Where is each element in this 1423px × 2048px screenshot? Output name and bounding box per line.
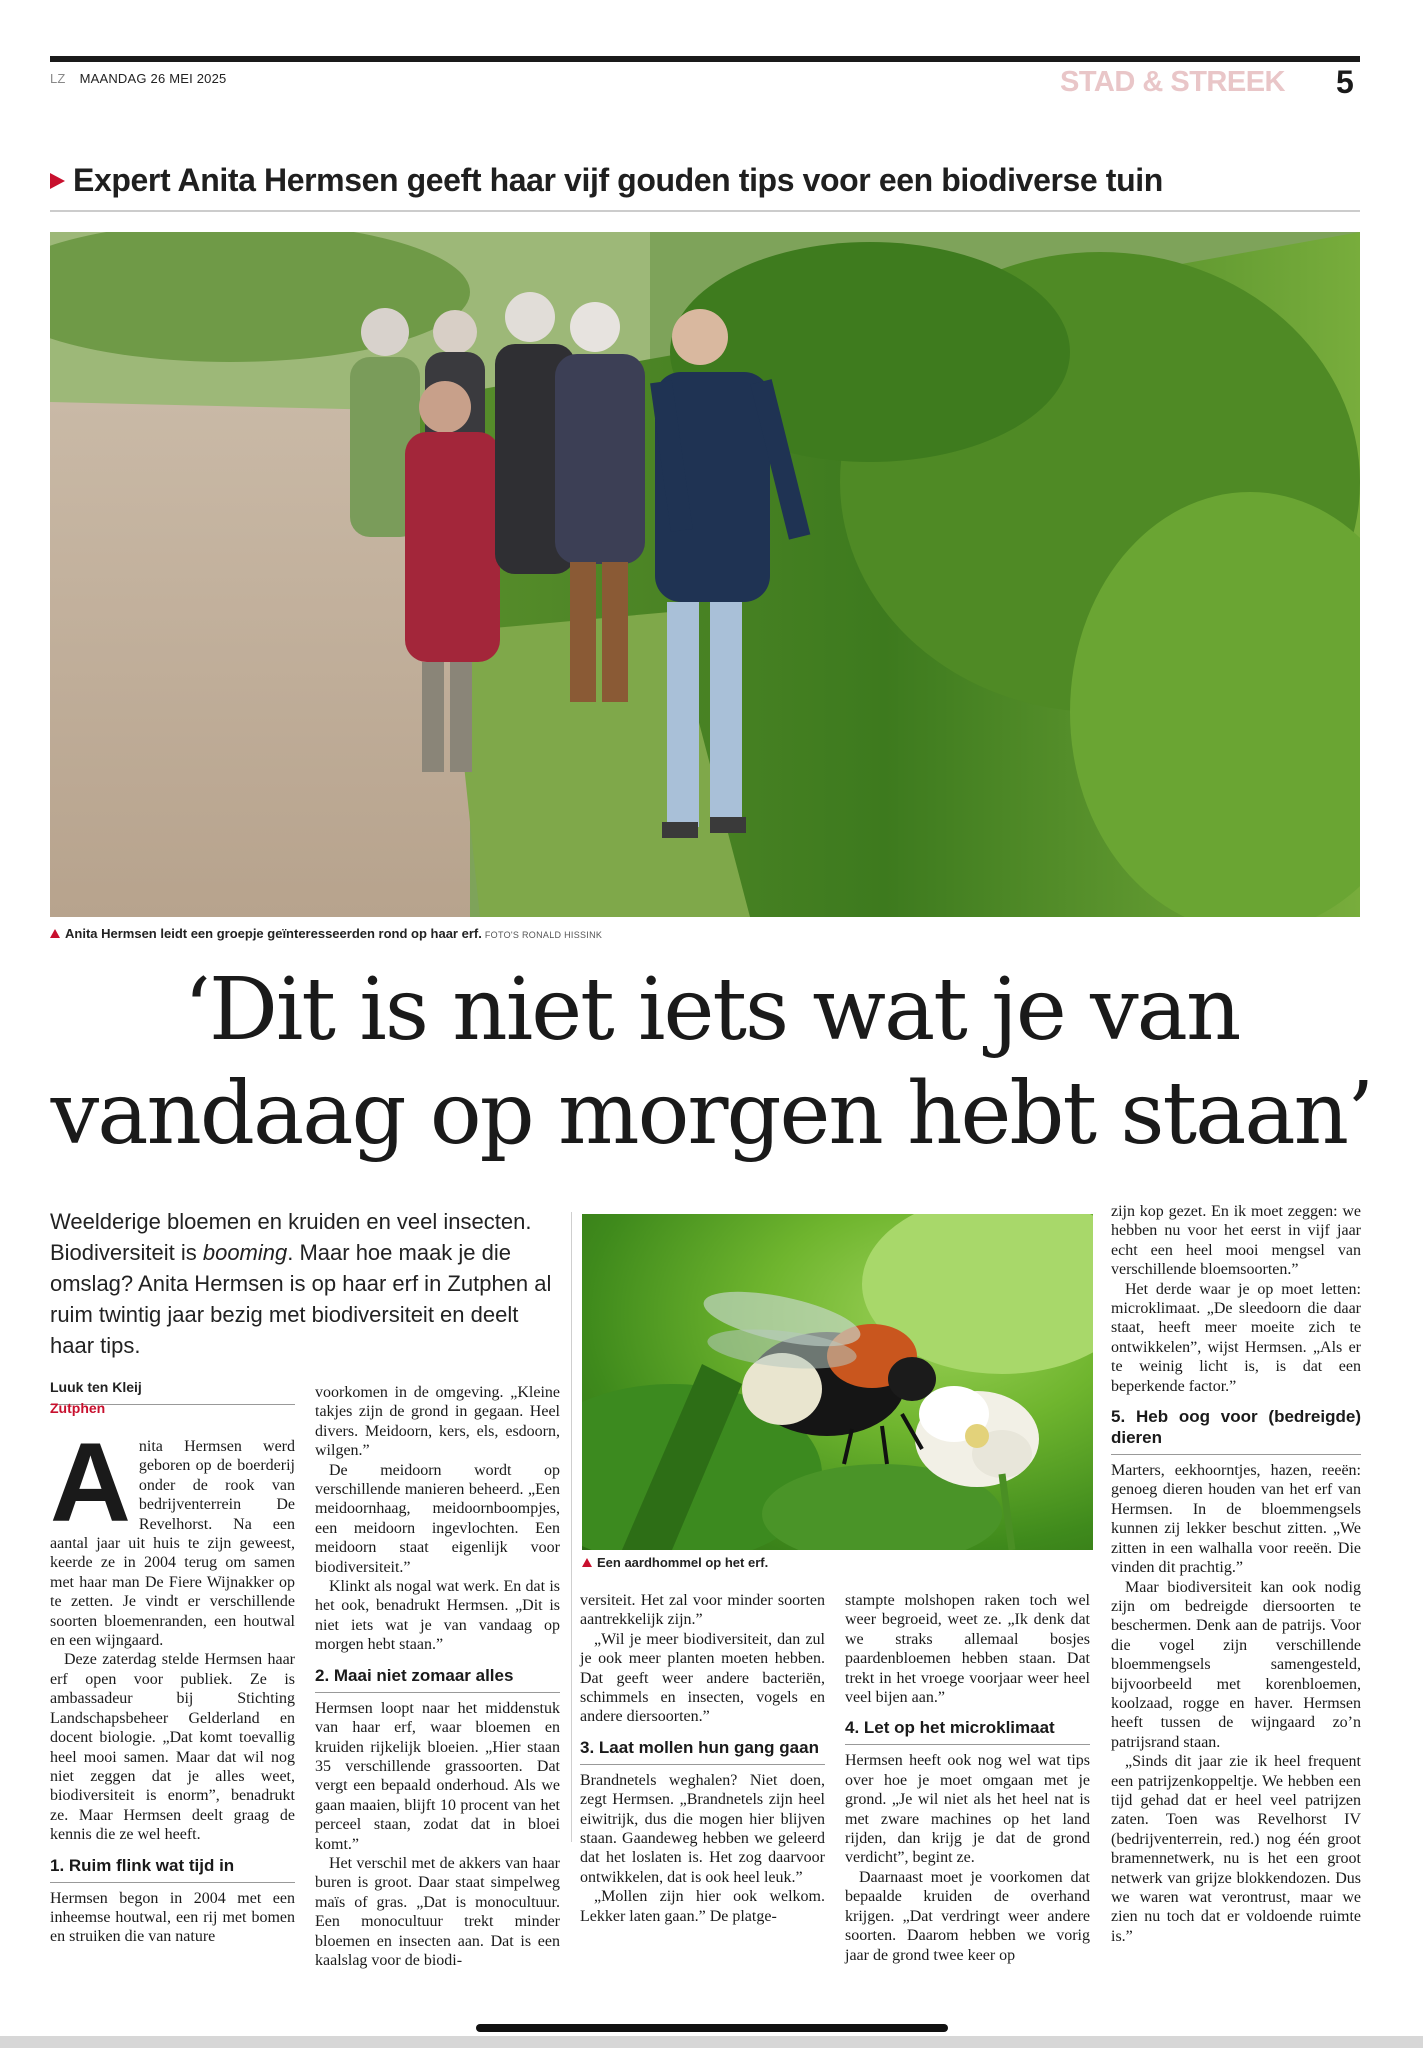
paragraph: Deze zaterdag stelde Hermsen haar erf open voor publiek. Ze is ambassadeur bij Stichting Landschapsbeheer Gelderland en docent biologie. „Dat komt toevallig heel mooi samen. Maar dat wil nog niet zeggen dat je alles weet, biodiversiteit is enorm”, benadrukt ze. Maar Hermsen deelt graag de kennis die ze wel heeft.	[50, 1651, 295, 1844]
paragraph: stampte molshopen raken toch wel weer begroeid, weet ze. „Ik denk dat we straks allemaal bosjes paardenbloemen hebben staan. Dat trekt in het vroege voorjaar weer heel veel bijen aan.”	[845, 1592, 1090, 1707]
caption-text: Een aardhommel op het erf.	[597, 1555, 769, 1570]
bottom-bar	[0, 2036, 1423, 2048]
intro-text-1: Weelderige bloemen en kruiden en veel insecten. Biodiversiteit is	[50, 1209, 532, 1265]
top-rule	[50, 56, 1360, 62]
kicker-rule	[50, 210, 1360, 212]
caption-triangle-icon	[50, 929, 60, 938]
paragraph: Brandnetels weghalen? Niet doen, zegt Hermsen. „Brandnetels zijn heel eiwitrijk, dus die mogen hier blijven staan. Gaandeweg hebben we geleerd dat het loslaten is. Het zog daarvoor ontwikkelen, dat is ook heel leuk.”	[580, 1771, 825, 1886]
paragraph: „Mollen zijn hier ook welkom. Lekker laten gaan.” De platge-	[580, 1888, 825, 1925]
bumblebee-illustration	[582, 1214, 1093, 1550]
photo-credit: FOTO'S RONALD HISSINK	[484, 930, 603, 940]
paragraph: Hermsen heeft ook nog wel wat tips over hoe je moet omgaan met je grond. „Je wil niet als het heel nat is met zware machines op het land rijden, dan krijg je dat de grond verdicht”, begint ze.	[845, 1752, 1090, 1867]
column-2	[315, 1383, 560, 1970]
column-4	[845, 1591, 1090, 1965]
caption-triangle-icon	[582, 1558, 592, 1567]
paragraph: Marters, eekhoorntjes, hazen, reeën: genoeg dieren houden van het erf van Hermsen. In de bloemmengsels kunnen zij lekker beschut zitten. „We zitten in een walhalla voor reeën. Die vinden dit prachtig.”	[1111, 1462, 1361, 1577]
paragraph: De meidoorn wordt op verschillende manieren beheerd. „Een meidoornhaag, meidoornboompjes, een meidoorn ingevlochten. Een meidoorn staat eigenlijk voor biodiversiteit.”	[315, 1461, 560, 1576]
issue-date: MAANDAG 26 MEI 2025	[79, 71, 227, 86]
paragraph: voorkomen in de omgeving. „Kleine takjes zijn de grond in gegaan. Heel divers. Meidoorn, kers, els, esdoorn, wilgen.”	[315, 1384, 560, 1460]
page-header	[50, 71, 226, 86]
byline-author: Luuk ten Kleij	[50, 1379, 142, 1395]
paragraph: Klinkt als nogal wat werk. En dat is het ook, benadrukt Hermsen. „Dit is niet iets wat je van vandaag op morgen hebt staan.”	[315, 1578, 560, 1654]
column-5	[1111, 1202, 1361, 1946]
subheading: 3. Laat mollen hun gang gaan	[580, 1737, 825, 1765]
kicker-text: Expert Anita Hermsen geeft haar vijf gouden tips voor een biodiverse tuin	[73, 162, 1163, 198]
paragraph: Maar biodiversiteit kan ook nodig zijn om bedreigde diersoorten te beschermen. Denk aan de patrijs. Voor die vogel zijn verschillende bloemmengsels samengesteld, bijvoorbeeld met korenbloemen, koolzaad, rogge en haver. Hermsen heeft tussen de wijngaard zo’n patrijsrand staan.	[1111, 1578, 1361, 1751]
intro	[50, 1206, 560, 1361]
paper-abbreviation: LZ	[50, 71, 66, 86]
intro-italic: booming	[202, 1240, 288, 1265]
paragraph: versiteit. Het zal voor minder soorten aantrekkelijk zijn.”	[580, 1592, 825, 1629]
paragraph: nita Hermsen werd geboren op de boerderij onder de rook van bedrijventerrein De Revelhorst. Na een aantal jaar uit huis te zijn geweest, keerde ze in 2004 terug om samen met haar man De Fiere Wijnakker op te zetten. Je vindt er verschillende soorten bloemenranden, een houtwal en een wijngaard.	[50, 1438, 295, 1650]
paragraph: zijn kop gezet. En ik moet zeggen: we hebben nu voor het eerst in vijf jaar echt een heel mooi mengsel van verschillende bloemsoorten.”	[1111, 1203, 1361, 1279]
caption-text: Anita Hermsen leidt een groepje geïnteresseerden rond op haar erf.	[65, 926, 482, 941]
subheading: 5. Heb oog voor (bedreigde) dieren	[1111, 1406, 1361, 1455]
kicker	[50, 162, 1163, 199]
paragraph: Hermsen loopt naar het middenstuk van haar erf, waar bloemen en kruiden rijkelijk bloeien. „Hier staan 35 verschillende grassoorten. Dat vergt een bepaald onderhoud. Als we gaan maaien, blijft 10 procent van het perceel staan, zodat dat in bloei komt.”	[315, 1699, 560, 1853]
paragraph: Het verschil met de akkers van haar buren is groot. Daar staat simpelweg maïs of gras. „Dat is monocultuur. Een monocultuur trekt minder bloemen en insecten aan. Dat is een kaalslag voor de biodi-	[315, 1854, 560, 1969]
column-3	[580, 1591, 825, 1926]
subheading: 4. Let op het microklimaat	[845, 1717, 1090, 1745]
subheading: 1. Ruim flink wat tijd in	[50, 1855, 295, 1883]
main-photo	[50, 232, 1360, 917]
page-number: 5	[1336, 64, 1354, 100]
walking-group-illustration	[50, 232, 1360, 917]
drop-cap: A	[50, 1420, 131, 1545]
main-photo-caption	[50, 926, 602, 941]
headline: ‘Dit is niet iets wat je van vandaag op morgen hebt staan’	[50, 960, 1373, 1164]
paragraph: „Wil je meer biodiversiteit, dan zul je ook meer planten moeten hebben. Dat geeft weer andere bacteriën, schimmels en insecten, vogels en andere diersoorten.”	[580, 1630, 825, 1726]
kicker-triangle-icon	[50, 173, 65, 189]
column-divider	[571, 1212, 572, 1842]
home-indicator[interactable]	[476, 2024, 948, 2032]
paragraph: Hermsen begon in 2004 met een inheemse houtwal, een rij met bomen en struiken die van nature	[50, 1889, 295, 1946]
section-name: STAD & STREEK	[1060, 66, 1285, 98]
bee-photo-caption	[582, 1555, 768, 1570]
paragraph: Daarnaast moet je voorkomen dat bepaalde kruiden de overhand krijgen. „Dat verdringt weer andere soorten. Daarom hebben we vorig jaar de grond twee keer op	[845, 1868, 1090, 1964]
byline-place: Zutphen	[50, 1400, 106, 1416]
column-1	[50, 1420, 295, 1947]
intro-text-2: . Maar hoe maak je die omslag? Anita Hermsen is op haar erf in Zutphen al ruim twintig jaar bezig met biodiversiteit en deelt haar tips.	[50, 1240, 552, 1358]
paragraph: Het derde waar je op moet letten: microklimaat. „De sleedoorn die daar staat, heeft meer moeite zich te ontwikkelen”, wijst Hermsen. „Als er te weinig licht is, is dat een beperkende factor.”	[1111, 1280, 1361, 1395]
subheading: 2. Maai niet zomaar alles	[315, 1665, 560, 1693]
paragraph: „Sinds dit jaar zie ik heel frequent een patrijzenkoppeltje. We hebben een tijd gehad dat er heel veel patrijzen zaten. Toen was Revelhorst IV (bedrijventerrein, red.) nog één groot bramennetwerk, nu is het een groot netwerk van grijze blokkendozen. Dus we waren wat verontrust, maar we zien nu toch dat er voldoende ruimte is.”	[1111, 1753, 1361, 1945]
bee-photo	[582, 1214, 1093, 1550]
